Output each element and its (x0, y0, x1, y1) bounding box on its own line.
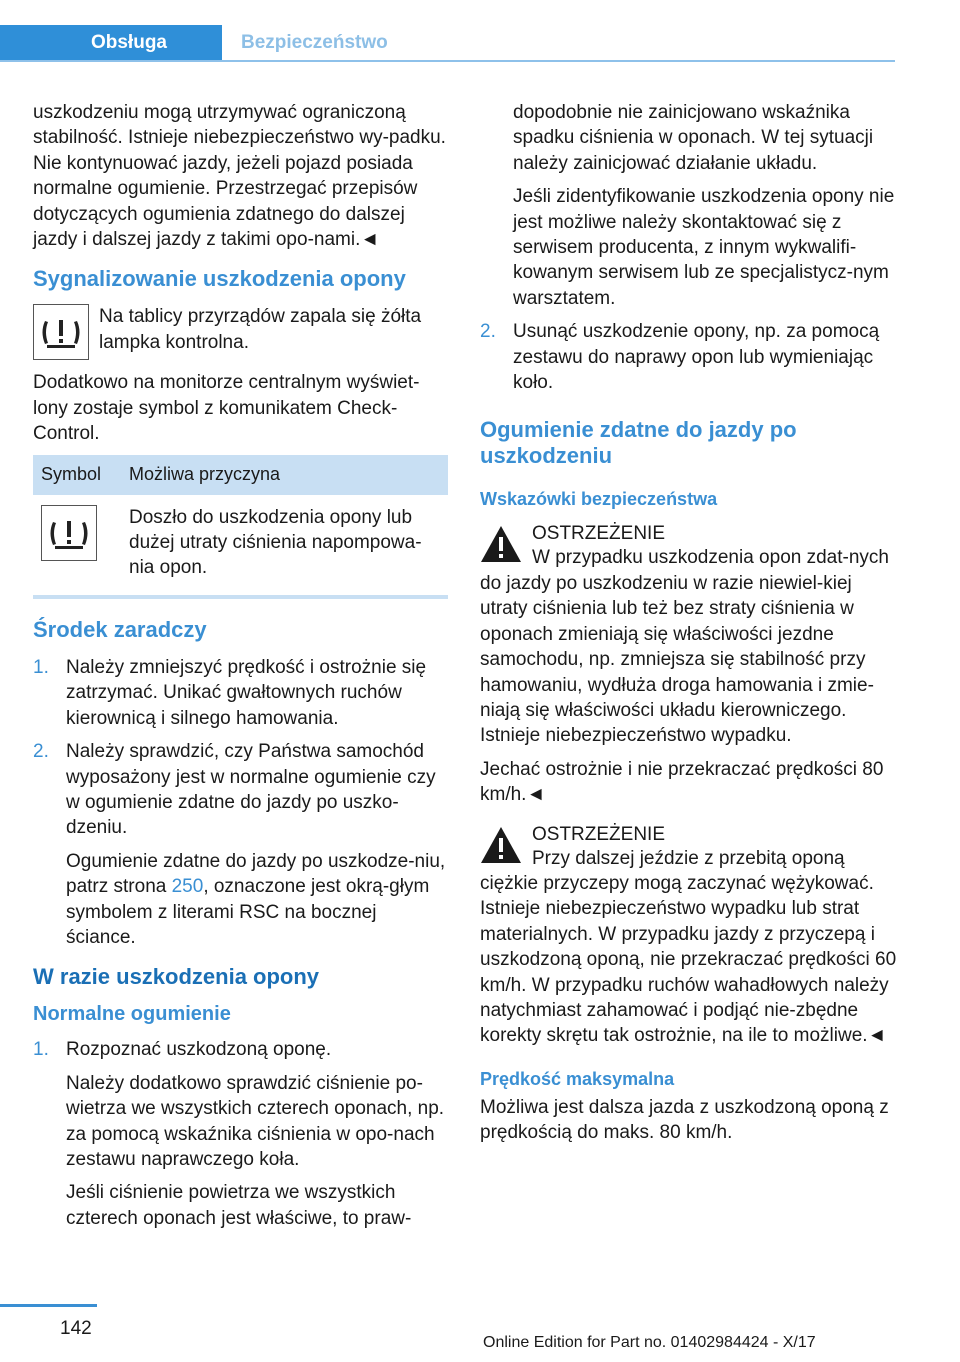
step-subparagraph: Należy dodatkowo sprawdzić ciśnienie po-wietrza we wszystkich czterech oponach, np. za pomocą wskaźnika ciśnienia w opo-nach zestawu naprawczego koła. (66, 1072, 445, 1170)
step-number: 2. (480, 321, 496, 343)
monitor-paragraph: Dodatkowo na monitorze centralnym wyświet-lony zostaje symbol z komunikatem Check-Control. (33, 372, 420, 445)
tire-pressure-warning-icon (33, 304, 89, 360)
table-cell-cause: Doszło do uszkodzenia opony lub dużej utraty ciśnienia napompowa-nia opon. (129, 506, 422, 579)
step-subparagraph: Jeśli ciśnienie powietrza we wszystkich czterech oponach jest właściwe, to praw- (66, 1182, 412, 1229)
step-text: Należy zmniejszyć prędkość i ostrożnie się zatrzymać. Unikać gwałtownych ruchów kierownicą i silnego hamowania. (66, 656, 427, 729)
list-item (33, 1037, 448, 1231)
subsection-title-safety: Wskazówki bezpieczeństwa (480, 489, 718, 510)
subsection-title-normal-tires: Normalne ogumienie (33, 1003, 231, 1026)
normal-tire-steps (33, 1037, 448, 1231)
table-row (33, 495, 448, 589)
list-item (480, 319, 898, 395)
warning-label: OSTRZEŻENIE (532, 823, 666, 845)
tab-obsluga[interactable] (0, 25, 222, 60)
warning-triangle-icon (480, 525, 522, 563)
step-sub-text-a: Ogumienie zdatne do jazdy po uszkodze-niu, patrz strona (66, 850, 446, 898)
step-text: Rozpoznać uszkodzoną oponę. (66, 1039, 332, 1061)
list-item (33, 739, 448, 950)
left-column (33, 100, 448, 1239)
continued-paragraph: Jeśli zidentyfikowanie uszkodzenia opony nie jest możliwe należy skontaktować się z serwisem producenta, z innym wykwalifi-kowanym serwisem lub ze specjalistycz-nym warsztatem. (513, 186, 895, 309)
max-speed-text: Możliwa jest dalsza jazda z uszkodzoną oponą z prędkością do maks. 80 km/h. (480, 1096, 889, 1144)
step-number: 1. (33, 656, 49, 678)
intro-paragraph: uszkodzeniu mogą utrzymywać ograniczoną stabilność. Istnieje niebezpieczeństwo wy-padku. Nie kontynuować jazdy, jeżeli pojazd posiada normalne ogumienie. Przestrzegać przepisów dotyczących ogumienia zdatnego do dalszej jazdy i dalszej jazdy z takimi opo-nami.◄ (33, 102, 446, 251)
edition-note: Online Edition for Part no. 01402984424 - X/17 (483, 1334, 816, 1351)
section-title-remedy: Środek zaradczy (33, 616, 207, 642)
table-header-symbol: Symbol (33, 455, 121, 495)
warning-lamp-text: Na tablicy przyrządów zapala się żółta lampka kontrolna. (99, 306, 422, 353)
tab-obsluga-label: Obsługa (90, 31, 167, 53)
warning-triangle-icon (480, 826, 522, 864)
page-number: 142 (60, 1318, 92, 1339)
warning-lamp-row (33, 304, 448, 360)
page-reference-link[interactable]: 250 (171, 876, 204, 898)
step-number: 1. (33, 1039, 49, 1061)
subsection-title-max-speed: Prędkość maksymalna (480, 1068, 675, 1089)
right-column (480, 100, 898, 1154)
continued-paragraph: dopodobnie nie zainicjowano wskaźnika spadku ciśnienia w oponach. W tej sytuacji należy zainicjować działanie układu. (513, 102, 874, 174)
header-tabs (0, 25, 895, 62)
warning-text: W przypadku uszkodzenia opon zdat-nych do jazdy po uszkodzeniu w razie niewiel-kiej utraty ciśnienia lub też bez straty ciśnienia w oponach zmieniają się właściwości jezdne samochodu, np. zmniejsza się stabilność przy hamowaniu, wydłuża droga hamowania i zmie-niają się właściwości układu kierowniczego. Istnieje niebezpieczeństwo wypadku. (480, 547, 889, 747)
step-subparagraph (66, 849, 448, 951)
tire-pressure-warning-icon (41, 505, 97, 561)
section-title-signal: Sygnalizowanie uszkodzenia opony (33, 266, 406, 292)
step-sub-text-b: , oznaczone jest okrą-głym symbolem z literami RSC na bocznej ściance. (66, 876, 430, 948)
warning-label: OSTRZEŻENIE (532, 523, 666, 545)
table-cell-icon (33, 495, 121, 589)
step-text: Usunąć uszkodzenie opony, np. za pomocą zestawu do naprawy opon lub wymieniając koło. (513, 321, 880, 394)
symbol-table (33, 455, 448, 589)
footer-rule (0, 1304, 97, 1307)
continued-step (480, 100, 898, 311)
table-header-cause: Możliwa przyczyna (121, 455, 448, 495)
step-number: 2. (33, 741, 49, 763)
step-text: Należy sprawdzić, czy Państwa samochód wyposażony jest w normalne ogumienie czy w ogumienie zdatne do jazdy po uszko-dzeniu. (66, 741, 436, 839)
section-title-damage: W razie uszkodzenia opony (33, 964, 320, 990)
remedy-steps (33, 655, 448, 950)
section-title-runflat: Ogumienie zdatne do jazdy po uszkodzeniu (480, 417, 797, 469)
tab-bezpieczenstwo-label: Bezpieczeństwo (241, 31, 388, 53)
repair-steps (480, 319, 898, 395)
list-item (33, 655, 448, 731)
tab-bezpieczenstwo[interactable] (241, 25, 388, 60)
warning-end-text: Jechać ostrożnie i nie przekraczać prędkości 80 km/h.◄ (480, 758, 884, 806)
table-bottom-rule (33, 595, 448, 599)
header-divider (0, 60, 895, 62)
warning-text: Przy dalszej jeździe z przebitą oponą ciężkie przyczepy mogą zaczynać wężykować. Istnieje niebezpieczeństwo wypadku lub strat materialnych. W przypadku jazdy z przyczepą i uszkodzoną oponą, nie przekraczać prędkości 60 km/h. W przypadku ruchów wahadłowych należy natychmiast zahamować i podjąć nie-zbędne korekty skrętu tak ostrożnie, na ile to możliwe.◄ (480, 847, 897, 1047)
